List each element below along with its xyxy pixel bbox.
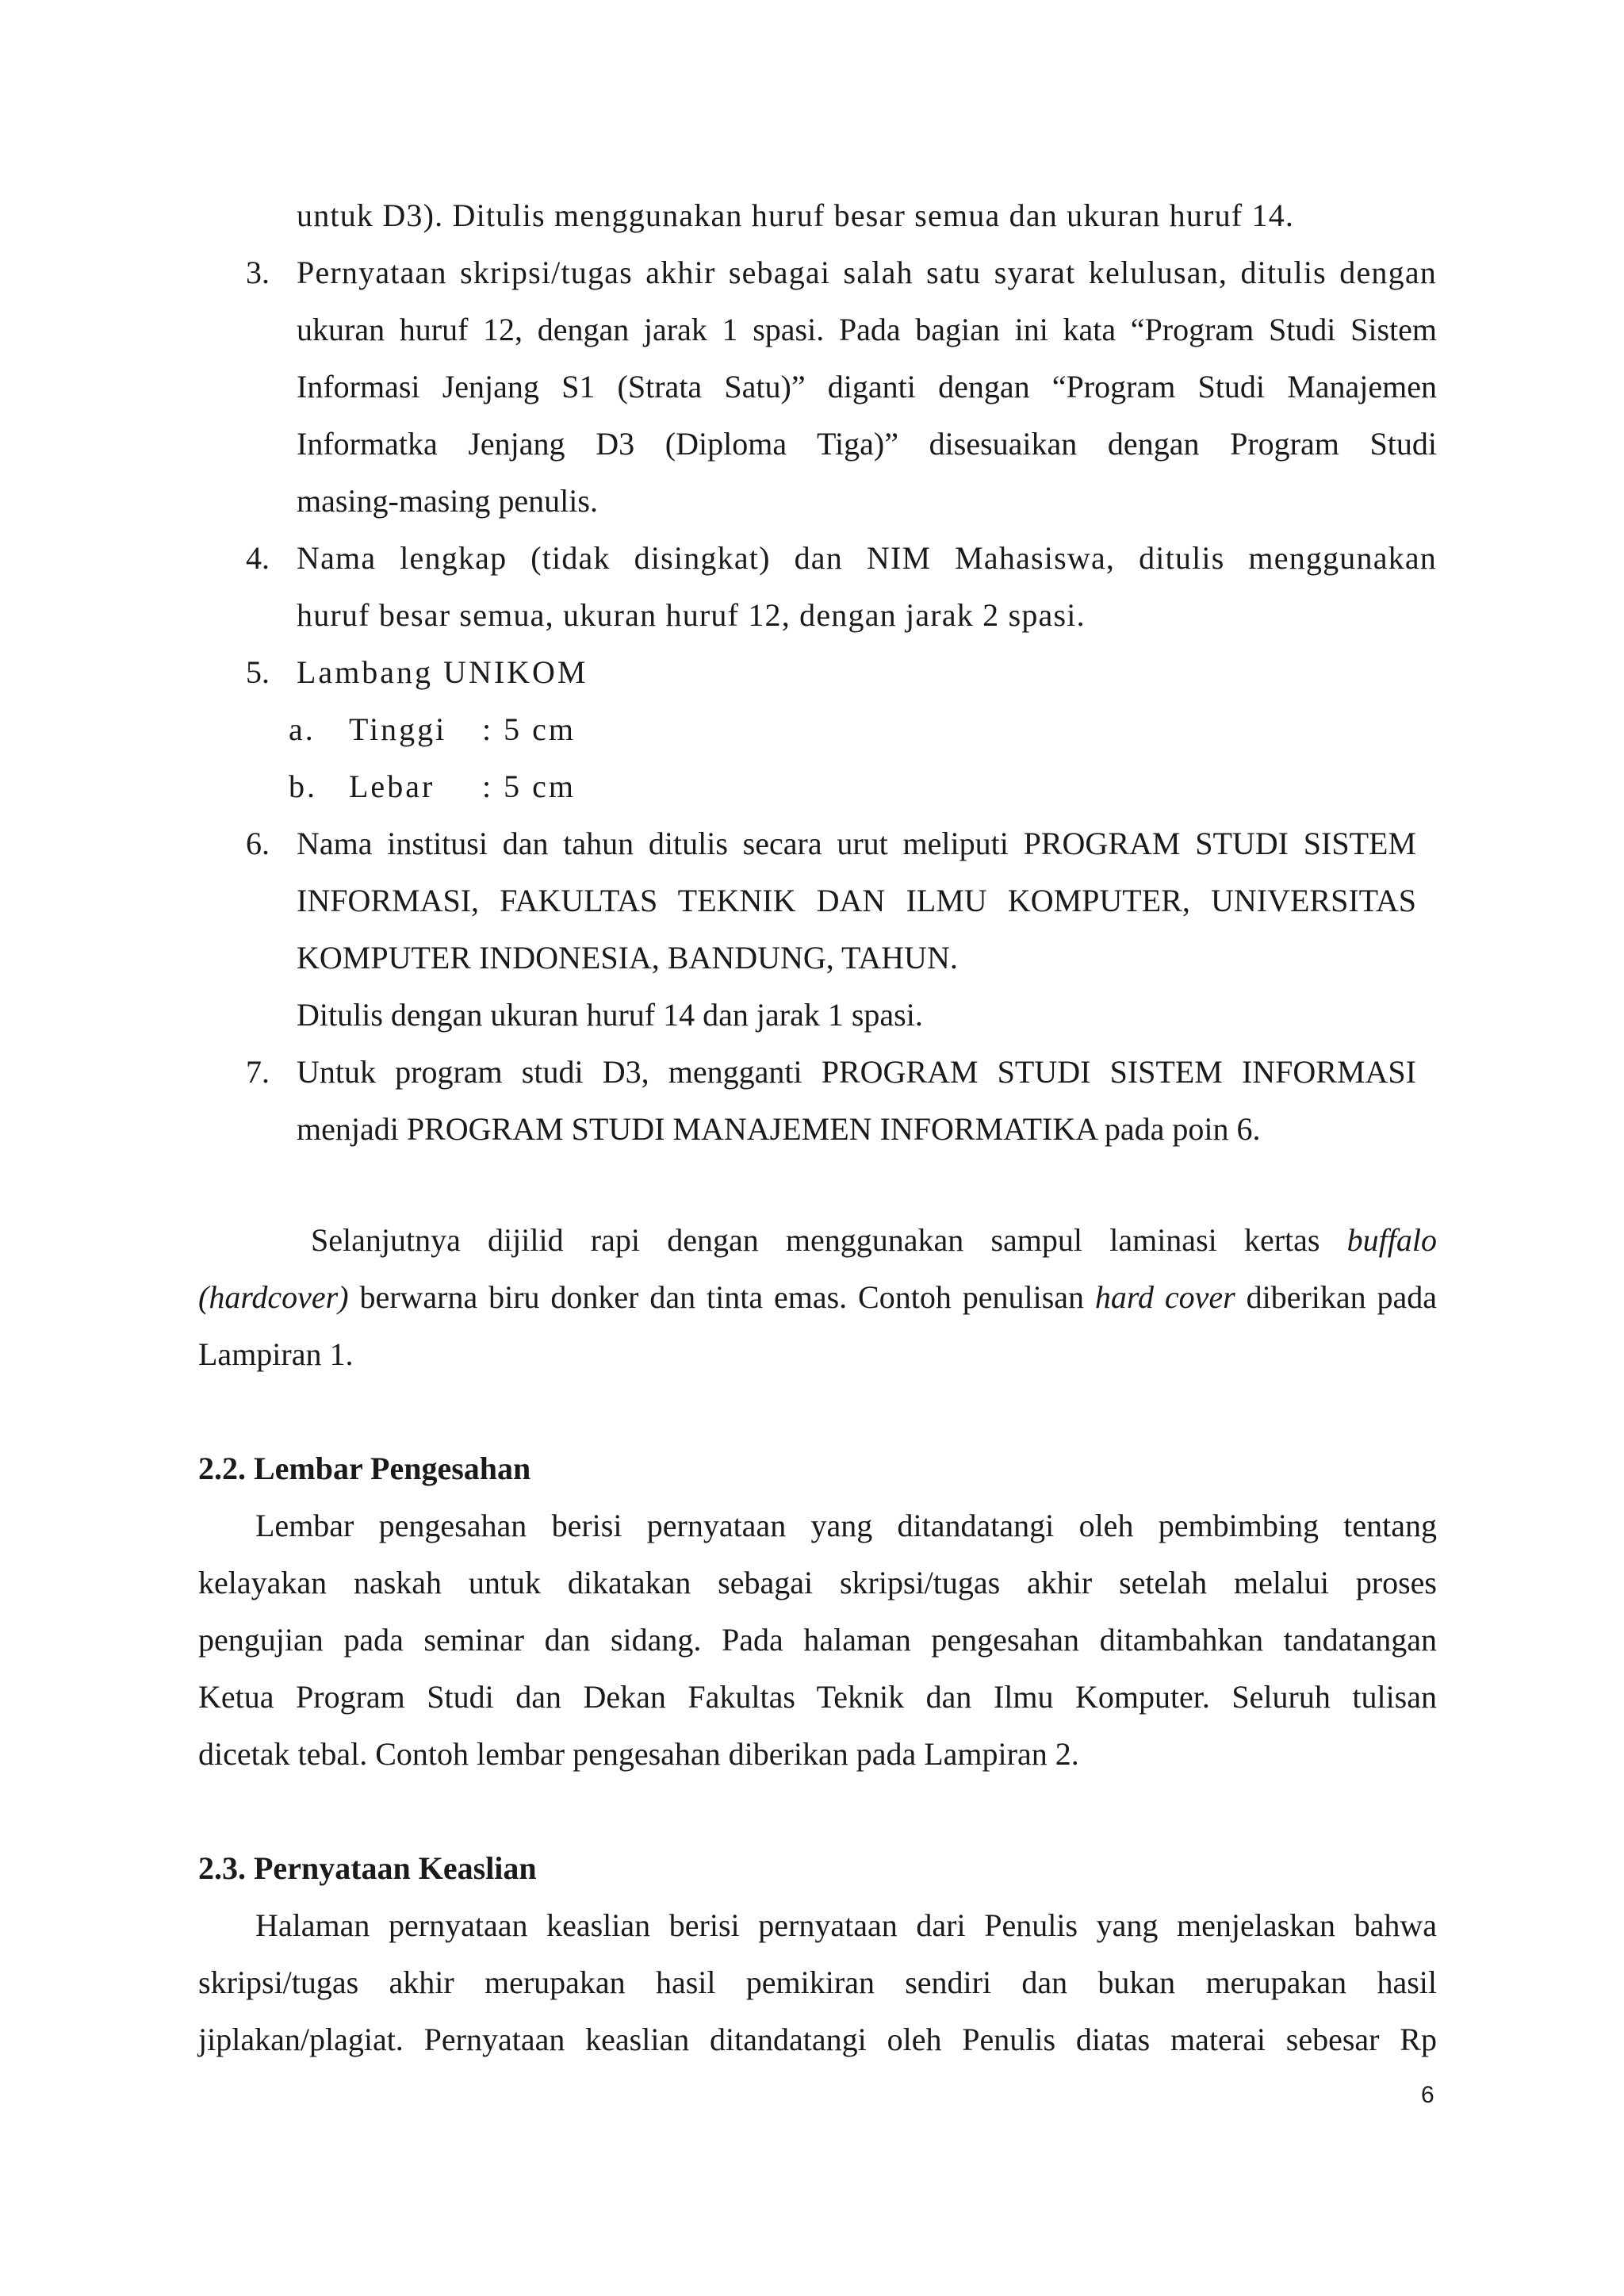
list-number: 4. bbox=[246, 540, 270, 576]
list-number: 6. bbox=[246, 826, 270, 861]
list-number: 7. bbox=[246, 1054, 270, 1090]
item3-line: Pernyataan skripsi/tugas akhir sebagai salah satu syarat kelulusan, ditulis dengan bbox=[297, 255, 1437, 290]
section-2-2-line: dicetak tebal. Contoh lembar pengesahan diberikan pada Lampiran 2. bbox=[198, 1736, 1079, 1772]
item3-line: ukuran huruf 12, dengan jarak 1 spasi. Pada bagian ini kata “Program Studi Sistem bbox=[297, 312, 1437, 347]
item6-line: KOMPUTER INDONESIA, BANDUNG, TAHUN. bbox=[297, 940, 958, 976]
sub-label: Lebar bbox=[349, 769, 435, 804]
sub-letter: b. bbox=[289, 769, 317, 804]
item4-line: huruf besar semua, ukuran huruf 12, dengan jarak 2 spasi. bbox=[297, 597, 1086, 633]
sub-label: Tinggi bbox=[349, 711, 447, 747]
section-heading: 2.3. Pernyataan Keaslian bbox=[198, 1850, 537, 1886]
page-number: 6 bbox=[1421, 2082, 1434, 2108]
item3-line: Informatka Jenjang D3 (Diploma Tiga)” disesuaikan dengan Program Studi bbox=[297, 426, 1437, 462]
item4-line: Nama lengkap (tidak disingkat) dan NIM Mahasiswa, ditulis menggunakan bbox=[297, 540, 1437, 576]
section-heading: 2.2. Lembar Pengesahan bbox=[198, 1451, 531, 1486]
list-number: 5. bbox=[246, 654, 270, 690]
list-number: 3. bbox=[246, 255, 270, 290]
item7-line: Untuk program studi D3, mengganti PROGRAM STUDI SISTEM INFORMASI bbox=[297, 1054, 1416, 1090]
section-2-3-line: jiplakan/plagiat. Pernyataan keaslian ditandatangi oleh Penulis diatas materai sebesar Rp bbox=[198, 2022, 1437, 2057]
binding-paragraph-line: (hardcover) berwarna biru donker dan tinta emas. Contoh penulisan hard cover diberikan pada bbox=[198, 1279, 1438, 1315]
section-2-2-line: kelayakan naskah untuk dikatakan sebagai skripsi/tugas akhir setelah melalui proses bbox=[198, 1565, 1437, 1600]
item6-line: Ditulis dengan ukuran huruf 14 dan jarak 1 spasi. bbox=[297, 997, 923, 1033]
sub-value: : 5 cm bbox=[482, 769, 576, 804]
sub-letter: a. bbox=[289, 711, 316, 747]
binding-paragraph-line: Selanjutnya dijilid rapi dengan menggunakan sampul laminasi kertas buffalo bbox=[311, 1222, 1437, 1258]
sub-value: : 5 cm bbox=[482, 711, 576, 747]
item6-line: INFORMASI, FAKULTAS TEKNIK DAN ILMU KOMPUTER, UNIVERSITAS bbox=[297, 883, 1416, 918]
section-2-3-line: skripsi/tugas akhir merupakan hasil pemikiran sendiri dan bukan merupakan hasil bbox=[198, 1964, 1437, 2000]
item5-title: Lambang UNIKOM bbox=[297, 654, 588, 690]
section-2-2-line: Lembar pengesahan berisi pernyataan yang ditandatangi oleh pembimbing tentang bbox=[255, 1508, 1437, 1543]
section-2-3-line: Halaman pernyataan keaslian berisi pernyataan dari Penulis yang menjelaskan bahwa bbox=[255, 1907, 1437, 1943]
binding-paragraph-line: Lampiran 1. bbox=[198, 1336, 354, 1372]
item6-line: Nama institusi dan tahun ditulis secara urut meliputi PROGRAM STUDI SISTEM bbox=[297, 826, 1416, 861]
section-2-2-line: pengujian pada seminar dan sidang. Pada halaman pengesahan ditambahkan tandatangan bbox=[198, 1622, 1437, 1658]
item2-continuation: untuk D3). Ditulis menggunakan huruf besar semua dan ukuran huruf 14. bbox=[297, 197, 1295, 233]
item3-line: masing-masing penulis. bbox=[297, 483, 598, 519]
item7-line: menjadi PROGRAM STUDI MANAJEMEN INFORMATIKA pada poin 6. bbox=[297, 1111, 1261, 1147]
section-2-2-line: Ketua Program Studi dan Dekan Fakultas Teknik dan Ilmu Komputer. Seluruh tulisan bbox=[198, 1679, 1437, 1715]
item3-line: Informasi Jenjang S1 (Strata Satu)” diganti dengan “Program Studi Manajemen bbox=[297, 369, 1437, 404]
